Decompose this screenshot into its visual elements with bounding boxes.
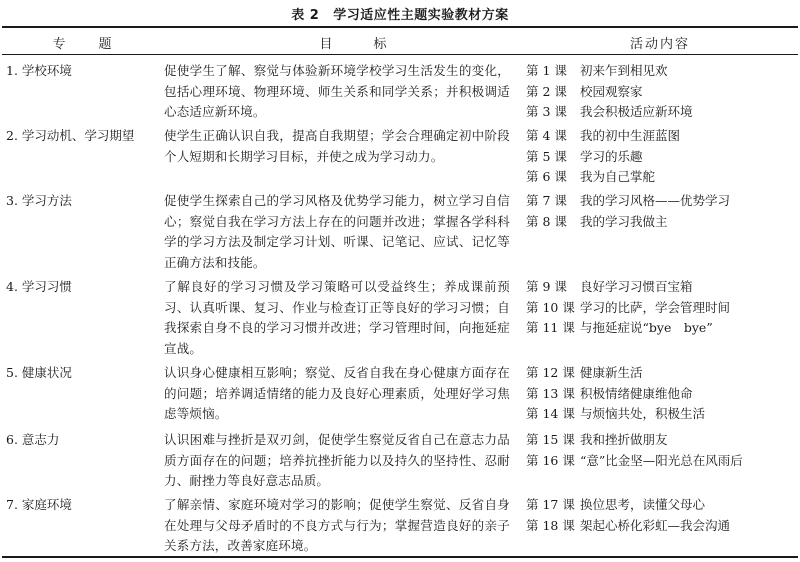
lesson-title: 架起心桥化彩虹—我会沟通 bbox=[580, 517, 731, 533]
row-goal: 促使学生了解、察觉与体验新环境学校学习生活发生的变化，包括心理环境、物理环境、师生关系和同学关系；并积极调适心态适应新环境。 bbox=[164, 63, 510, 119]
row-goal: 了解良好的学习习惯及学习策略可以受益终生；养成课前预习、认真听课、复习、作业与检查订正等良好的学习习惯；自我探索自身不良的学习习惯并改进；学习管理时间，向拖延症宣战。 bbox=[164, 279, 510, 356]
row-topic: 4. 学习习惯 bbox=[6, 279, 72, 294]
lesson-title: 积极情绪健康维他命 bbox=[580, 385, 693, 401]
lesson-item bbox=[526, 126, 680, 147]
lesson-number: 第 18 课 bbox=[526, 517, 575, 533]
header-goal: 目 标 bbox=[319, 37, 401, 52]
lesson-item bbox=[526, 277, 730, 298]
lesson-title: 健康新生活 bbox=[580, 365, 643, 380]
lesson-title: 校园观察家 bbox=[580, 83, 643, 99]
row-goal: 了解亲情、家庭环境对学习的影响；促使学生察觉、反省自身在处理与父母矛盾时的不良方式与行为；掌握营造良好的亲子关系方法，改善家庭环境。 bbox=[164, 497, 510, 553]
table-caption bbox=[0, 4, 800, 23]
lesson-title: 与拖延症说“bye bye” bbox=[580, 320, 713, 335]
lesson-title: 换位思考，读懂父母心 bbox=[580, 497, 706, 512]
lesson-title: 我的学习我做主 bbox=[580, 213, 668, 229]
lesson-item bbox=[526, 363, 705, 384]
lesson-item bbox=[526, 191, 730, 212]
lesson-number: 第 9 课 bbox=[526, 279, 567, 294]
row-topic: 7. 家庭环境 bbox=[6, 497, 72, 512]
lesson-title: 我的初中生涯蓝图 bbox=[580, 128, 681, 143]
lesson-item bbox=[526, 430, 743, 451]
bottom-rule bbox=[2, 556, 798, 558]
row-goal: 认识身心健康相互影响；察觉、反省自我在身心健康方面存在的问题；培养调适情绪的能力及良好心理素质，处理好学习焦虑等烦恼。 bbox=[164, 365, 510, 421]
header-topic: 专 题 bbox=[52, 37, 122, 52]
row-lessons bbox=[526, 495, 730, 536]
row-lessons bbox=[526, 191, 730, 232]
lesson-title: 与烦恼共处，积极生活 bbox=[580, 406, 706, 421]
lesson-number: 第 4 课 bbox=[526, 128, 567, 143]
lesson-title: 学习的比萨，学会管理时间 bbox=[580, 299, 731, 315]
lesson-title: 良好学习习惯百宝箱 bbox=[580, 279, 693, 294]
row-lessons bbox=[526, 430, 743, 471]
table-number: 表 2 bbox=[291, 8, 320, 23]
row-topic: 2. 学习动机、学习期望 bbox=[6, 128, 135, 143]
lesson-item bbox=[526, 495, 730, 516]
lesson-item bbox=[526, 61, 693, 82]
lesson-number: 第 6 课 bbox=[526, 169, 567, 184]
row-lessons bbox=[526, 61, 693, 123]
lesson-number: 第 14 课 bbox=[526, 406, 575, 421]
lesson-number: 第 5 课 bbox=[526, 148, 567, 164]
lesson-number: 第 13 课 bbox=[526, 385, 575, 401]
header-rule bbox=[2, 54, 798, 55]
lesson-title: 我为自己掌舵 bbox=[580, 169, 656, 184]
lesson-title: “意”比金坚—阳光总在风雨后 bbox=[580, 452, 743, 468]
lesson-number: 第 8 课 bbox=[526, 213, 567, 229]
row-goal: 认识困难与挫折是双刃剑，促使学生察觉反省自己在意志力品质方面存在的问题；培养抗挫折能力以及持久的坚持性、忍耐力、耐挫力等良好意志品质。 bbox=[164, 432, 510, 488]
lesson-number: 第 7 课 bbox=[526, 193, 567, 208]
lesson-number: 第 10 课 bbox=[526, 299, 575, 315]
lesson-number: 第 3 课 bbox=[526, 104, 567, 119]
lesson-item bbox=[526, 384, 705, 405]
row-topic: 6. 意志力 bbox=[6, 432, 60, 447]
lesson-item bbox=[526, 147, 680, 168]
lesson-number: 第 11 课 bbox=[526, 320, 575, 335]
lesson-item bbox=[526, 404, 705, 425]
lesson-item bbox=[526, 298, 730, 319]
header-activities: 活动内容 bbox=[629, 37, 690, 52]
row-goal: 使学生正确认识自我，提高自我期望；学会合理确定初中阶段个人短期和长期学习目标，并使之成为学习动力。 bbox=[164, 128, 510, 164]
row-topic: 5. 健康状况 bbox=[6, 365, 72, 380]
row-lessons bbox=[526, 277, 730, 339]
lesson-item bbox=[526, 82, 693, 103]
row-topic: 3. 学习方法 bbox=[6, 193, 72, 208]
lesson-item bbox=[526, 167, 680, 188]
lesson-number: 第 2 课 bbox=[526, 83, 567, 99]
lesson-number: 第 15 课 bbox=[526, 432, 575, 447]
lesson-number: 第 17 课 bbox=[526, 497, 575, 512]
row-lessons bbox=[526, 363, 705, 425]
table-title: 学习适应性主题实验教材方案 bbox=[333, 8, 509, 23]
lesson-item bbox=[526, 516, 730, 537]
lesson-item bbox=[526, 451, 743, 472]
lesson-item bbox=[526, 212, 730, 233]
lesson-number: 第 1 课 bbox=[526, 63, 567, 78]
row-lessons bbox=[526, 126, 680, 188]
top-rule bbox=[2, 26, 798, 28]
lesson-title: 我会积极适应新环境 bbox=[580, 104, 693, 119]
lesson-item bbox=[526, 102, 693, 123]
lesson-title: 初来乍到相见欢 bbox=[580, 63, 668, 78]
lesson-number: 第 12 课 bbox=[526, 365, 575, 380]
row-goal: 促使学生探索自己的学习风格及优势学习能力，树立学习自信心；察觉自我在学习方法上存在的问题并改进；掌握各学科科学的学习方法及制定学习计划、听课、记笔记、应试、记忆等正确方法和技能。 bbox=[164, 193, 510, 270]
row-topic: 1. 学校环境 bbox=[6, 63, 72, 78]
lesson-title: 学习的乐趣 bbox=[580, 148, 643, 164]
lesson-number: 第 16 课 bbox=[526, 452, 575, 468]
lesson-item bbox=[526, 318, 730, 339]
lesson-title: 我的学习风格——优势学习 bbox=[580, 193, 731, 208]
lesson-title: 我和挫折做朋友 bbox=[580, 432, 668, 447]
